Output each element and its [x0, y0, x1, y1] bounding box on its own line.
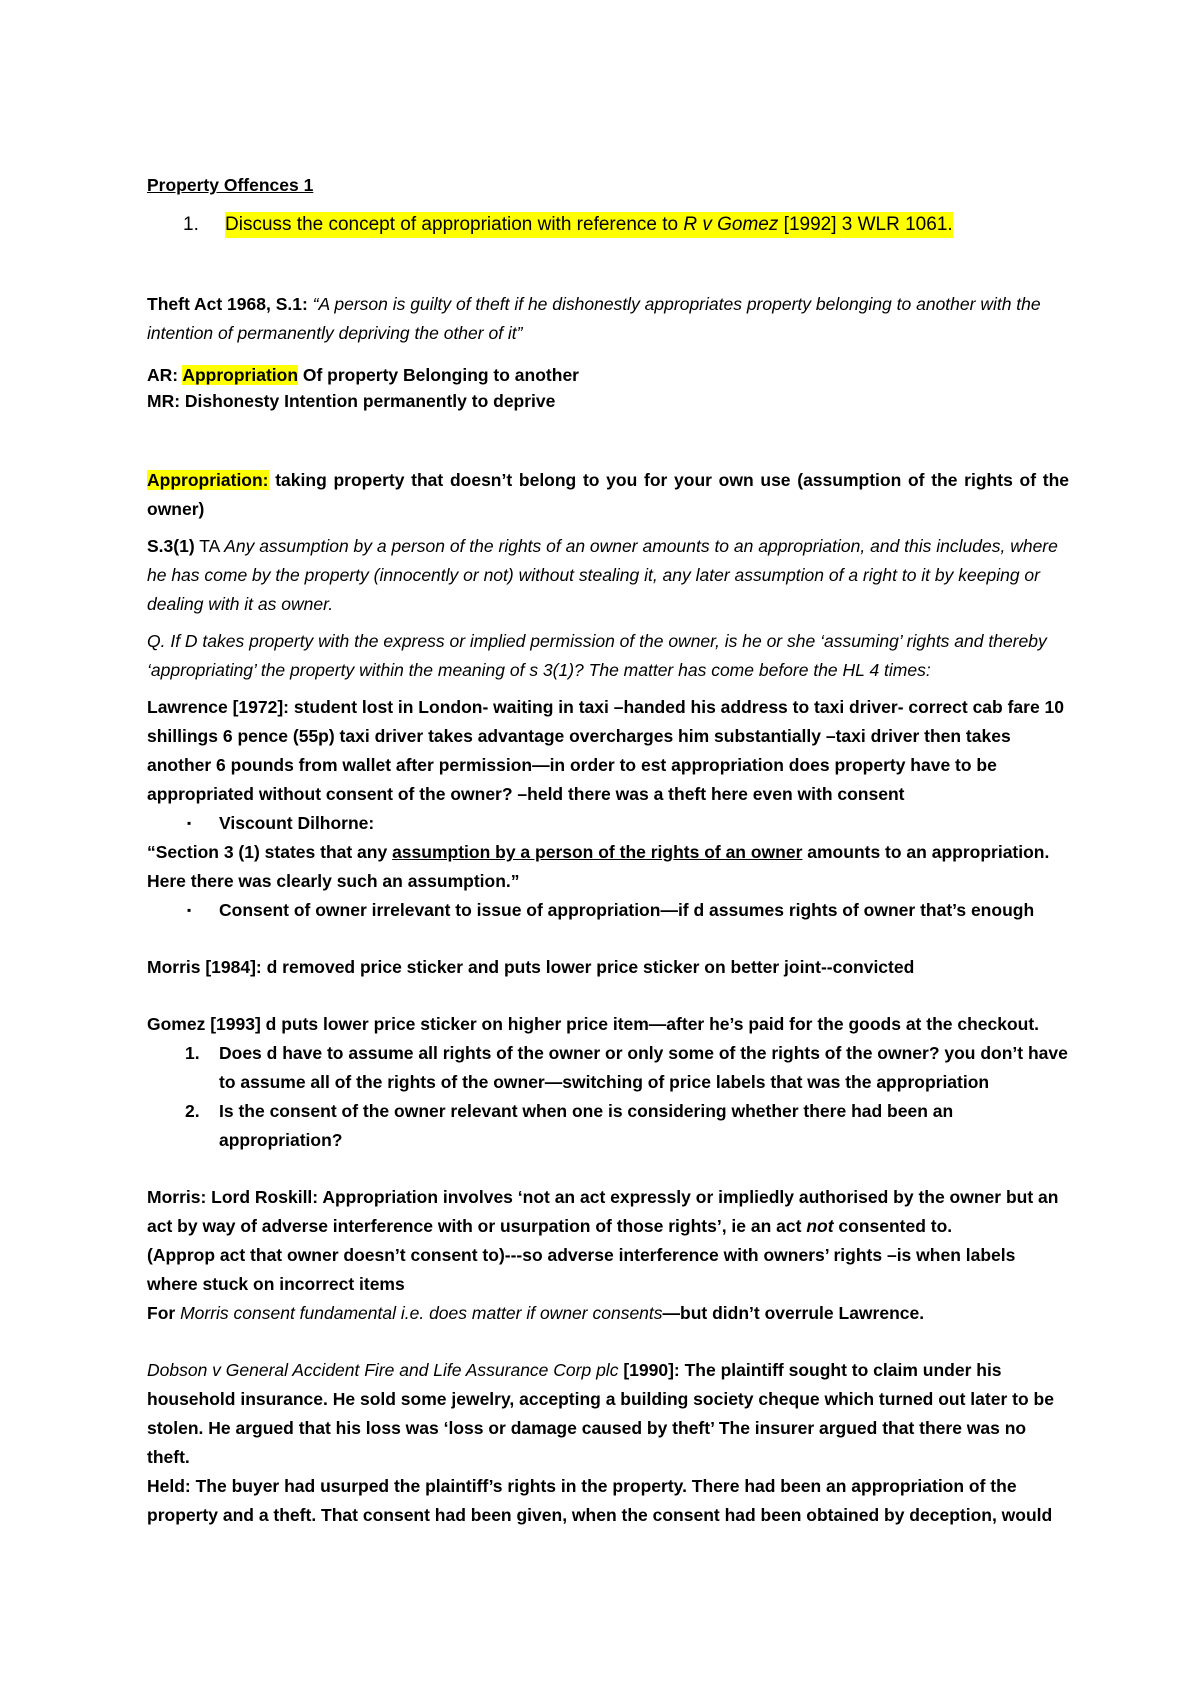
- mens-rea-line: MR: Dishonesty Intention permanently to deprive: [147, 391, 556, 411]
- document-body: [147, 172, 1069, 1530]
- bullet-consent: ▪ Consent of owner irrelevant to issue of appropriation—if d assumes rights of owner that’s enough: [147, 896, 1069, 925]
- dobson-held: Held: The buyer had usurped the plaintiff’s rights in the property. There had been an appropriation of the property and a theft. That consent had been given, when the consent had been obtained by deception, would: [147, 1476, 1053, 1525]
- theft-act-definition: Theft Act 1968, S.1: “A person is guilty of theft if he dishonestly appropriates property belonging to another with the intention of permanently depriving the other of it”: [147, 294, 1041, 343]
- roskill-line-3: For Morris consent fundamental i.e. does matter if owner consents—but didn’t overrule Lawrence.: [147, 1303, 925, 1323]
- bullet-mark: ▪: [187, 903, 192, 917]
- dobson-case-name: Dobson v General Accident Fire and Life Assurance Corp plc: [147, 1360, 619, 1380]
- actus-reus-line: AR: Appropriation Of property Belonging to another: [147, 365, 579, 385]
- case-gomez: R v Gomez: [683, 214, 779, 235]
- question-number: 1.: [183, 214, 199, 235]
- appropriation-highlight: Appropriation: [182, 365, 299, 385]
- appropriation-label: Appropriation:: [147, 470, 269, 490]
- bullet-mark: ▪: [187, 816, 192, 830]
- gomez-item-2: 2. Is the consent of the owner relevant when one is considering whether there had been an appropriation?: [185, 1101, 954, 1150]
- lawrence-case: Lawrence [1972]: student lost in London- waiting in taxi –handed his address to taxi driver- correct cab fare 10 shillings 6 pence (55p) taxi driver takes advantage overcharges him substantially –taxi driver then takes another 6 pounds from wallet after permission—in order to est appropriation does property have to be appropriated without consent of the owner? –held there was a theft here even with consent: [147, 697, 1065, 804]
- question-text: Discuss the concept of appropriation with reference to R v Gomez [1992] 3 WLR 1061.: [225, 212, 953, 238]
- quote-underlined: assumption by a person of the rights of an owner: [392, 842, 803, 862]
- roskill-line-1: Morris: Lord Roskill: Appropriation involves ‘not an act expressly or impliedly authorised by the owner but an act by way of adverse interference with or usurpation of those rights’, ie an act not consented to.: [147, 1187, 1059, 1236]
- dilhorne-quote: “Section 3 (1) states that any assumption by a person of the rights of an owner amounts to an appropriation. Here there was clearly such an assumption.”: [147, 842, 1050, 891]
- section-3-1: S.3(1) TA Any assumption by a person of the rights of an owner amounts to an appropriation, and this includes, where he has come by the property (innocently or not) without stealing it, any later assumption of a right to it by keeping or dealing with it as owner.: [147, 536, 1058, 614]
- theft-act-label: Theft Act 1968, S.1:: [147, 294, 308, 314]
- bullet-viscount: ▪ Viscount Dilhorne:: [147, 809, 1069, 838]
- morris-case: Morris [1984]: d removed price sticker and puts lower price sticker on better joint--convicted: [147, 957, 915, 977]
- section-3-1-text: Any assumption by a person of the rights of an owner amounts to an appropriation, and this includes, where he has come by the property (innocently or not) without stealing it, any later assumption of a right to it by keeping or dealing with it as owner.: [147, 536, 1058, 614]
- gomez-case: Gomez [1993] d puts lower price sticker on higher price item—after he’s paid for the goods at the checkout.: [147, 1014, 1040, 1034]
- page-title: Property Offences 1: [147, 175, 314, 195]
- dobson-case: Dobson v General Accident Fire and Life Assurance Corp plc [1990]: The plaintiff sought to claim under his household insurance. He sold some jewelry, accepting a building society cheque which turned out later to be stolen. He argued that his loss was ‘loss or damage caused by theft’ The insurer argued that there was no theft.: [147, 1360, 1054, 1467]
- roskill-line-2: (Approp act that owner doesn’t consent to)---so adverse interference with owners’ rights –is when labels where stuck on incorrect items: [147, 1245, 1016, 1294]
- question-q: Q. If D takes property with the express or implied permission of the owner, is he or she ‘assuming’ rights and thereby ‘appropriating’ the property within the meaning of s 3(1)? The matter has come before the HL 4 times:: [147, 631, 1047, 680]
- appropriation-definition: Appropriation: taking property that doesn’t belong to you for your own use (assumption of the rights of the owner): [147, 470, 1069, 519]
- question-1: [147, 212, 1069, 238]
- gomez-item-1: 1. Does d have to assume all rights of the owner or only some of the rights of the owner? you don’t have to assume all of the rights of the owner—switching of price labels that was the appropriation: [185, 1043, 1068, 1092]
